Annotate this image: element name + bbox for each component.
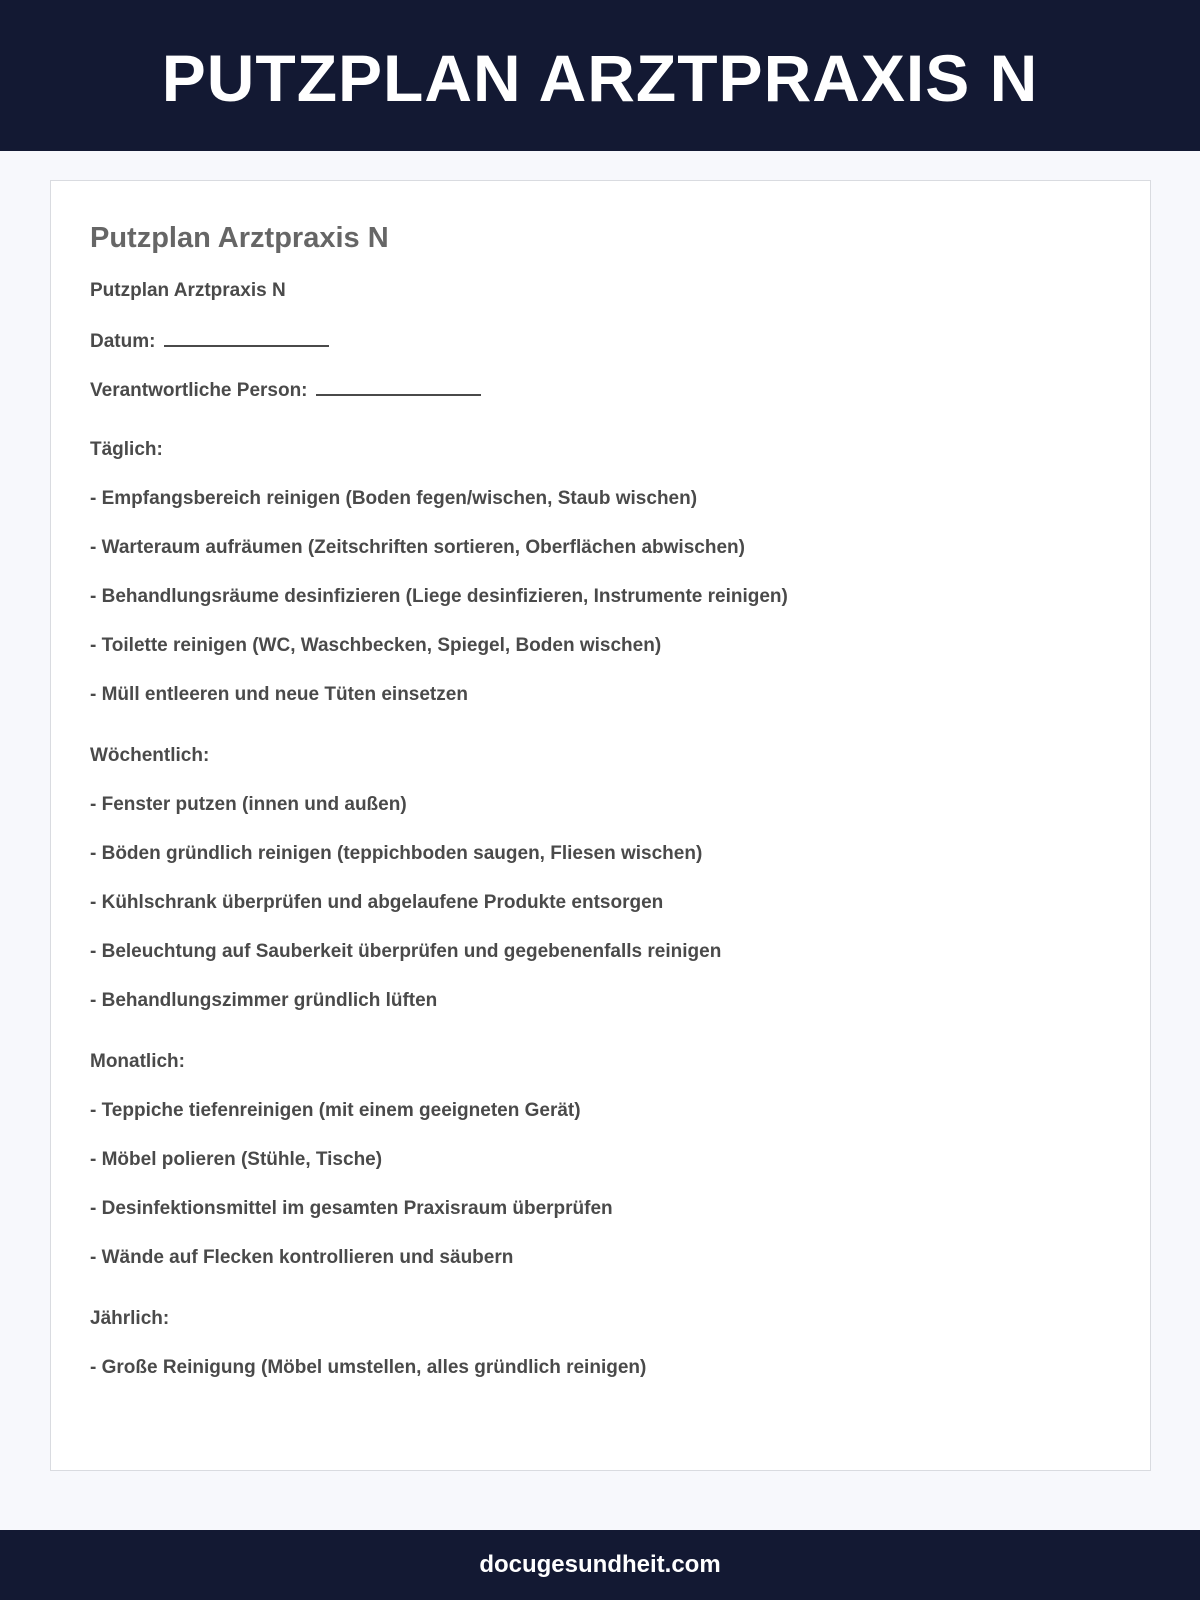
list-item: - Fenster putzen (innen und außen) [90, 794, 407, 815]
list-item: - Warteraum aufräumen (Zeitschriften sortieren, Oberflächen abwischen) [90, 537, 745, 558]
list-item: - Teppiche tiefenreinigen (mit einem geeigneten Gerät) [90, 1100, 581, 1121]
date-label: Datum: [90, 331, 156, 352]
list-item: - Böden gründlich reinigen (teppichboden saugen, Fliesen wischen) [90, 843, 703, 864]
person-label: Verantwortliche Person: [90, 380, 308, 401]
header-title: PUTZPLAN ARZTPRAXIS N [161, 40, 1039, 115]
section-monthly [90, 1051, 1111, 1296]
page-header [0, 0, 1200, 151]
list-item: - Möbel polieren (Stühle, Tische) [90, 1149, 383, 1170]
section-heading: Wöchentlich: [90, 745, 210, 766]
footer-site: docugesundheit.com [479, 1551, 721, 1578]
list-item: - Desinfektionsmittel im gesamten Praxisraum überprüfen [90, 1198, 613, 1219]
page-footer [0, 1530, 1200, 1600]
person-field [90, 378, 1111, 427]
document-subtitle: Putzplan Arztpraxis N [90, 280, 286, 301]
date-field [90, 329, 1111, 378]
list-item: - Beleuchtung auf Sauberkeit überprüfen und gegebenenfalls reinigen [90, 941, 722, 962]
list-item: - Müll entleeren und neue Tüten einsetzen [90, 684, 468, 705]
list-item: - Toilette reinigen (WC, Waschbecken, Spiegel, Boden wischen) [90, 635, 662, 656]
list-item: - Behandlungszimmer gründlich lüften [90, 990, 438, 1011]
list-item: - Große Reinigung (Möbel umstellen, alles gründlich reinigen) [90, 1357, 647, 1378]
section-heading: Täglich: [90, 439, 163, 460]
list-item: - Wände auf Flecken kontrollieren und säubern [90, 1247, 514, 1268]
date-blank-line [164, 329, 329, 347]
document-card [50, 180, 1151, 1471]
section-yearly [90, 1308, 1111, 1406]
list-item: - Empfangsbereich reinigen (Boden fegen/wischen, Staub wischen) [90, 488, 698, 509]
section-weekly [90, 745, 1111, 1039]
section-heading: Monatlich: [90, 1051, 185, 1072]
person-blank-line [316, 378, 481, 396]
section-heading: Jährlich: [90, 1308, 170, 1329]
list-item: - Kühlschrank überprüfen und abgelaufene Produkte entsorgen [90, 892, 664, 913]
document-title: Putzplan Arztpraxis N [90, 222, 389, 254]
list-item: - Behandlungsräume desinfizieren (Liege desinfizieren, Instrumente reinigen) [90, 586, 788, 607]
section-daily [90, 439, 1111, 733]
